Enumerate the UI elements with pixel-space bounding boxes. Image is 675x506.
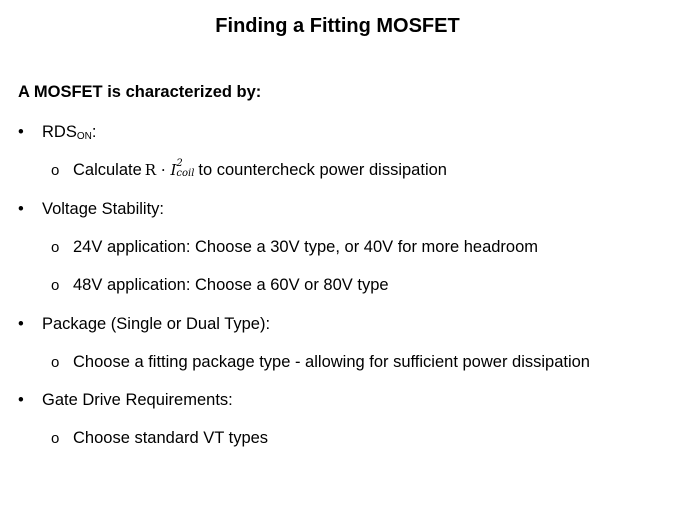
bullet-item-voltage-stability bbox=[18, 198, 164, 220]
slide-title: Finding a Fitting MOSFET bbox=[215, 15, 460, 37]
bullet-item-gate-drive bbox=[18, 389, 233, 411]
sub-item-text: Choose a fitting package type - allowing for sufficient power dissipation bbox=[73, 353, 590, 371]
sub-item-prefix: Calculate bbox=[73, 161, 142, 179]
bullet-marker: • bbox=[18, 315, 24, 333]
bullet-label-subscript: ON bbox=[76, 131, 92, 142]
bullet-marker: • bbox=[18, 391, 24, 409]
bullet-label-colon: : bbox=[91, 123, 97, 141]
formula-supsub bbox=[176, 159, 194, 179]
bullet-marker: • bbox=[18, 200, 24, 218]
sub-item-text: 48V application: Choose a 60V or 80V type bbox=[73, 276, 389, 294]
bullet-label: Package (Single or Dual Type): bbox=[42, 315, 271, 333]
sub-item-suffix: to countercheck power dissipation bbox=[198, 161, 447, 179]
bullet-label-rds: RDS bbox=[42, 123, 77, 141]
formula-dot: · bbox=[160, 161, 166, 179]
formula-r: R bbox=[144, 161, 157, 179]
sub-item-package-type bbox=[51, 351, 590, 374]
formula-subscript: coil bbox=[176, 168, 195, 179]
sub-item-text: 24V application: Choose a 30V type, or 40V for more headroom bbox=[73, 238, 539, 256]
bullet-label: Voltage Stability: bbox=[42, 200, 164, 218]
sub-bullet-marker: o bbox=[51, 239, 60, 256]
sub-item-text: Choose standard VT types bbox=[73, 429, 269, 447]
intro-heading: A MOSFET is characterized by: bbox=[18, 83, 262, 101]
sub-item-vt-types bbox=[51, 427, 268, 450]
formula-superscript: 2 bbox=[176, 158, 183, 169]
sub-bullet-marker: o bbox=[51, 277, 60, 294]
bullet-marker: • bbox=[18, 123, 24, 141]
sub-item-calculate bbox=[51, 159, 447, 182]
formula-i: I bbox=[170, 161, 177, 179]
sub-bullet-marker: o bbox=[51, 162, 60, 179]
sub-bullet-marker: o bbox=[51, 430, 60, 447]
sub-bullet-marker: o bbox=[51, 354, 60, 371]
sub-item-48v bbox=[51, 274, 389, 297]
formula bbox=[144, 158, 195, 179]
bullet-item-package bbox=[18, 313, 270, 335]
sub-item-24v bbox=[51, 236, 538, 259]
bullet-item-rds-on bbox=[18, 121, 96, 143]
bullet-label: Gate Drive Requirements: bbox=[42, 391, 233, 409]
